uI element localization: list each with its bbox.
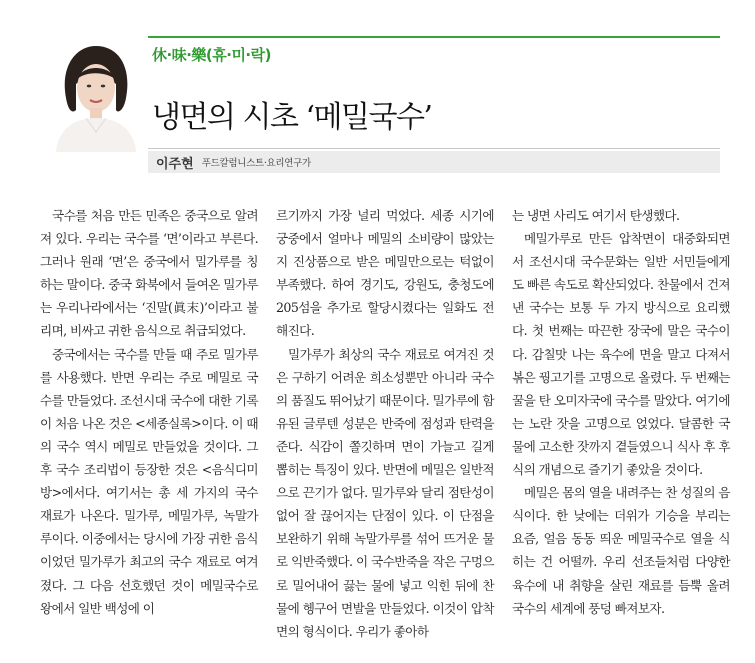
byline-bar <box>148 151 720 173</box>
paragraph: 국수를 처음 만든 민족은 중국으로 알려져 있다. 우리는 국수를 ‘면’이라고 부른다. 그러나 원래 ‘면’은 중국에서 밀가루를 칭하는 말이다. 중국 화북에서 들여온 밀가루는 우리나라에서는 ‘진말(眞末)’이라고 불리며, 비싸고 귀한 음식으로 취급되었다. <box>40 208 258 339</box>
article-body <box>40 204 730 643</box>
column-name: 休·味·樂(휴·미·락) <box>152 46 271 64</box>
headline: 냉면의 시초 ‘메밀국수’ <box>152 100 432 135</box>
header-rule <box>148 36 720 38</box>
paragraph: 밀가루가 최상의 국수 재료로 여겨진 것은 구하기 어려운 희소성뿐만 아니라 국수의 품질도 뛰어났기 때문이다. 밀가루에 함유된 글루텐 성분은 반죽에 점성과 탄력을 준다. 식감이 쫄깃하며 면이 가늘고 길게 뽑히는 특징이 있다. 반면에 메밀은 일반적으로 끈기가 없다. 밀가루와 달리 점탄성이 없어 잘 끊어지는 단점이 있다. 이 단점을 보완하기 위해 녹말가루를 섞어 뜨거운 물로 익반죽했다. 이 국수반죽을 작은 구멍으로 밀어내어 끓는 물에 넣고 익힌 뒤에 찬물에 헹구어 면발을 만들었다. 이것이 압착면의 형식이다. 우리가 좋아하 <box>276 346 494 639</box>
article-column-3 <box>512 204 730 643</box>
author-name: 이주현 <box>156 156 194 172</box>
article-column-2 <box>276 204 494 643</box>
article-column-1 <box>40 204 258 643</box>
author-title: 푸드칼럼니스트·요리연구가 <box>201 158 311 169</box>
paragraph: 메밀은 몸의 열을 내려주는 찬 성질의 음식이다. 한 낮에는 더위가 기승을 부리는 요즘, 얼음 동동 띄운 메밀국수로 열을 식히는 건 어떨까. 우리 선조들처럼 다양한 육수에 내 취향을 살린 재료를 듬뿍 올려 국수의 세계에 풍덩 빠져보자. <box>512 485 730 616</box>
author-photo <box>46 36 144 152</box>
paragraph: 는 냉면 사리도 여기서 탄생했다. <box>512 208 680 223</box>
paragraph: 중국에서는 국수를 만들 때 주로 밀가루를 사용했다. 반면 우리는 주로 메밀로 국수를 만들었다. 조선시대 국수에 대한 기록이 처음 나온 것은 <세종실록>이다. 이 때의 국수 역시 메밀로 만들었을 것이다. 그 후 국수 조리법이 등장한 것은 <음식디미방>에서다. 여기서는 총 세 가지의 국수 재료가 나온다. 밀가루, 메밀가루, 녹말가루이다. 이중에서는 당시에 가장 귀한 음식이었던 밀가루가 최고의 국수 재료로 여겨졌다. 그 다음 선호했던 것이 메밀국수로 왕에서 일반 백성에 이 <box>40 346 258 616</box>
byline-rule <box>148 148 720 149</box>
paragraph: 르기까지 가장 널리 먹었다. 세종 시기에 궁중에서 얼마나 메밀의 소비량이 많았는지 진상품으로 받은 메밀만으로는 턱없이 부족했다. 하여 경기도, 강원도, 충청도에 205섬을 추가로 할당시켰다는 일화도 전해진다. <box>276 208 494 339</box>
paragraph: 메밀가루로 만든 압착면이 대중화되면서 조선시대 국수문화는 일반 서민들에게도 빠른 속도로 확산되었다. 찬물에서 건져낸 국수는 보통 두 가지 방식으로 요리했다. 첫 번째는 따끈한 장국에 말은 국수이다. 감칠맛 나는 육수에 면을 말고 다져서 볶은 꿩고기를 고명으로 올렸다. 두 번째는 꿀을 탄 오미자국에 국수를 말았다. 여기에는 노란 잣을 고명으로 얹었다. 달콤한 국물에 고소한 잣까지 곁들였으니 식사 후 후식의 개념으로 즐기기 좋았을 것이다. <box>512 231 730 478</box>
